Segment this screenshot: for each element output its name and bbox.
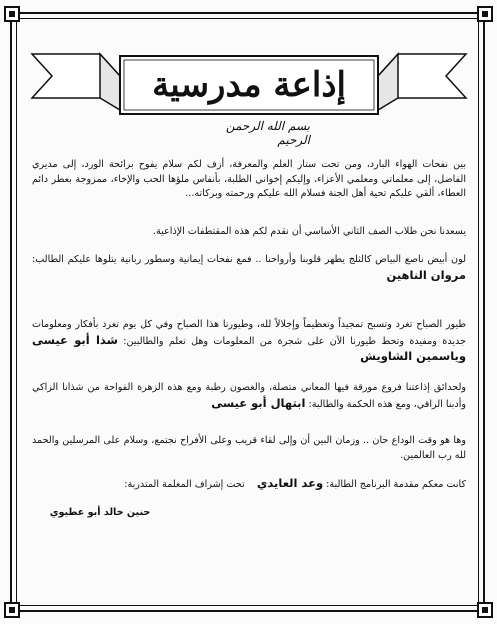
farewell-text: وها هو وقت الوداع حان .. وزمان البين أن وإلى لقاء قريب وعلى الأفراح نجتمع، وسلام على المرسلين والحمد لله رب العالمين.	[32, 435, 466, 461]
wisdom-paragraph	[32, 381, 466, 412]
greeting-text: بين نفحات الهواء البارد، ومن تحت ستار العلم والمعرفة، أزف لكم سلام يفوح برائحة الورد، إلى مديري الفاضل، إلى معلماتي ومعلمي الأعزاء، وإليكم إخواني الطلبة، بأنفاس ملؤها الحب والإخاء، ممزوجة بعطر دائم العطاء، ألقي عليكم تحية أهل الجنة فسلام الله عليكم ورحمته وبركاته...	[32, 159, 466, 199]
quran-text: لون أبيض ناصع البياض كالثلج يطهر قلوبنا وأرواحنا .. فمع نفحات إيمانية وسطور ربانية يتلوها عليكم الطالب:	[32, 254, 466, 265]
quran-student-name: مروان الناهين	[386, 267, 466, 282]
did-you-know-text: طيور الصباح تغرد وتسبح تمجيداً وتعظيماً وإجلالاً لله، وطيورنا هذا الصباح وفي كل يوم تغرد بأفكار ومعلومات جديدة ومفيدة وتحط طيورنا الآن على شجرة من المعلومات وهل تعلم والطالبين:	[32, 319, 466, 347]
greeting-paragraph	[32, 158, 466, 202]
quran-paragraph	[32, 253, 466, 284]
supervisor-label: تحت إشراف المعلمة المتدربة:	[124, 479, 245, 490]
page-title: إذاعة مدرسية	[152, 65, 346, 105]
presenter-label: كانت معكم مقدمة البرنامج الطالبة:	[326, 479, 466, 490]
basmala-calligraphy: بسم الله الرحمن الرحيم	[225, 119, 310, 147]
farewell-paragraph	[32, 434, 466, 463]
wisdom-text: ولحدائق إذاعتنا فروع مورقة فيها المعاني متصلة، والغصون رطبة ومع هذه الزهرة الفواحة من شذانا الزاكي وأدبنا الراقي، ومع هذه الحكمة والطالبة:	[32, 382, 466, 410]
corner-ornament-bottom-right	[477, 602, 493, 618]
corner-ornament-bottom-left	[4, 602, 20, 618]
did-you-know-paragraph	[32, 318, 466, 366]
wisdom-student-name: ابتهال أبو عيسى	[211, 395, 306, 410]
presenter-name: وعد العايدي	[256, 476, 324, 490]
intro-text: يسعدنا نحن طلاب الصف الثاني الأساسي أن نقدم لكم هذه المقتطفات الإذاعية.	[152, 226, 466, 237]
supervisor-name: حنين خالد أبو عطيوي	[49, 507, 151, 518]
corner-ornament-top-right	[477, 6, 493, 22]
presenter-line	[32, 476, 466, 490]
corner-ornament-top-left	[4, 6, 20, 22]
did-you-know-student-names: شذا أبو عيسى وياسمين الشاويش	[32, 332, 466, 363]
intro-paragraph	[32, 225, 466, 240]
